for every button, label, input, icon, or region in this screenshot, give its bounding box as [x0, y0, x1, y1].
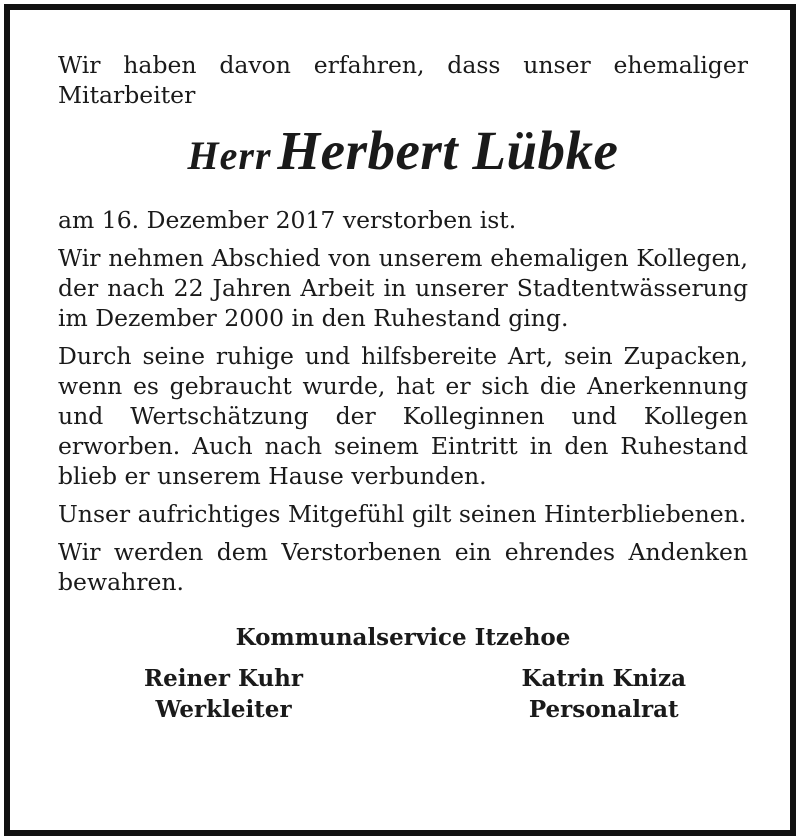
- death-date-text: am 16. Dezember 2017 verstorben ist.: [58, 206, 517, 234]
- obituary-content: [58, 50, 748, 725]
- signer-left: [144, 663, 303, 725]
- paragraph-condolence: Unser aufrichtiges Mitgefühl gilt seinen Hinterbliebenen.: [58, 500, 747, 528]
- signer-role: Werkleiter: [155, 696, 292, 723]
- deceased-name: Herbert Lübke: [277, 120, 619, 181]
- paragraph-farewell: Wir nehmen Abschied von unserem ehemaligen Kollegen, der nach 22 Jahren Arbeit in unserer Stadtentwässerung im Dezember 2000 in den Ruhestand ging.: [58, 244, 748, 332]
- paragraph-remembrance: Wir werden dem Verstorbenen ein ehrendes Andenken bewahren.: [58, 538, 748, 596]
- obituary-frame: [4, 4, 796, 836]
- signer-right: [521, 663, 686, 725]
- signer-role: Personalrat: [528, 696, 679, 723]
- honorific: Herr: [187, 133, 272, 178]
- signer-name: Katrin Kniza: [521, 665, 686, 692]
- intro-text: Wir haben davon erfahren, dass unser ehemaliger Mitarbeiter: [58, 51, 748, 109]
- signers: [58, 663, 748, 725]
- organization-name: Kommunalservice Itzehoe: [235, 624, 571, 651]
- signer-name: Reiner Kuhr: [144, 665, 304, 692]
- deceased-name-heading: [58, 120, 748, 193]
- paragraph-character: Durch seine ruhige und hilfsbereite Art, sein Zupacken, wenn es gebraucht wurde, hat er sich die Anerkennung und Wertschätzung der Kolleginnen und Kollegen erworben. Auch nach seinem Eintritt in den Ruhestand blieb er unserem Hause verbunden.: [58, 342, 748, 490]
